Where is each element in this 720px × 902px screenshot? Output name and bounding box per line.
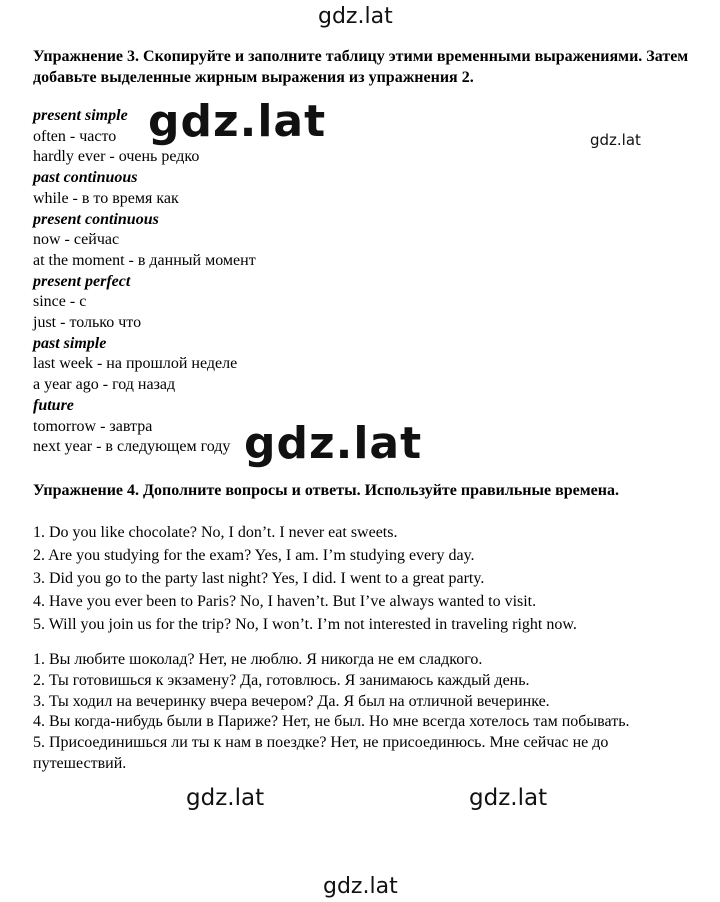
answer-line: 1. Do you like chocolate? No, I don’t. I never eat sweets.: [33, 523, 398, 541]
time-expression: hardly ever - очень редко: [33, 148, 200, 166]
time-expression: tomorrow - завтра: [33, 417, 153, 435]
watermark-large-middle: gdz.lat: [244, 418, 423, 469]
watermark-small-right: gdz.lat: [590, 131, 641, 149]
exercise-4-heading: Упражнение 4. Дополните вопросы и ответы. Используйте правильные времена.: [33, 481, 619, 499]
time-expression: just - только что: [33, 314, 142, 332]
tense-title: present simple: [33, 107, 128, 124]
exercise-3-heading: Упражнение 3. Скопируйте и заполните таблицу этими временными выражениями. Затем добавьте выделенные жирным выражения из упражнения 2.: [33, 48, 689, 86]
tense-title: present continuous: [33, 210, 159, 228]
time-expression: since - с: [33, 293, 87, 311]
answer-line: 4. Have you ever been to Paris? No, I haven’t. But I’ve always wanted to visit.: [33, 592, 537, 610]
translation-line: 3. Ты ходил на вечеринку вчера вечером? Да. Я был на отличной вечеринке.: [33, 692, 550, 710]
answer-line: 2. Are you studying for the exam? Yes, I am. I’m studying every day.: [33, 546, 475, 564]
translation-line: 4. Вы когда-нибудь были в Париже? Нет, не был. Но мне всегда хотелось там побывать.: [33, 713, 630, 731]
watermark-bottom: gdz.lat: [323, 874, 398, 899]
tense-title: future: [33, 396, 74, 414]
tense-group-past-continuous: [33, 168, 693, 209]
watermark-top: gdz.lat: [318, 4, 393, 29]
tense-group-past-simple: [33, 334, 693, 396]
time-expression: a year ago - год назад: [33, 376, 176, 394]
tense-group-present-continuous: [33, 210, 693, 272]
tense-title: past continuous: [33, 169, 138, 187]
translation-line: 2. Ты готовишься к экзамену? Да, готовлюсь. Я занимаюсь каждый день.: [33, 671, 530, 689]
time-expression: while - в то время как: [33, 189, 179, 207]
document-body: [33, 46, 693, 775]
tense-group-present-perfect: [33, 272, 693, 334]
watermark-lower-right: gdz.lat: [469, 785, 548, 811]
watermark-lower-left: gdz.lat: [186, 785, 265, 811]
time-expression: now - сейчас: [33, 231, 120, 249]
time-expression: at the moment - в данный момент: [33, 251, 256, 269]
tense-title: past simple: [33, 334, 107, 352]
translation-line: 1. Вы любите шоколад? Нет, не люблю. Я никогда не ем сладкого.: [33, 650, 483, 668]
answer-line: 3. Did you go to the party last night? Yes, I did. I went to a great party.: [33, 569, 485, 587]
english-answers: [33, 521, 693, 636]
time-expression: last week - на прошлой неделе: [33, 355, 238, 373]
time-expression: often - часто: [33, 127, 117, 145]
russian-translations: [33, 650, 693, 775]
tense-title: present perfect: [33, 272, 131, 290]
answer-line: 5. Will you join us for the trip? No, I won’t. I’m not interested in traveling right now.: [33, 615, 577, 633]
translation-line: 5. Присоединишься ли ты к нам в поездке? Нет, не присоединюсь. Мне сейчас не до путешествий.: [33, 734, 609, 772]
watermark-large-upper: gdz.lat: [148, 96, 327, 147]
time-expression: next year - в следующем году: [33, 438, 231, 456]
